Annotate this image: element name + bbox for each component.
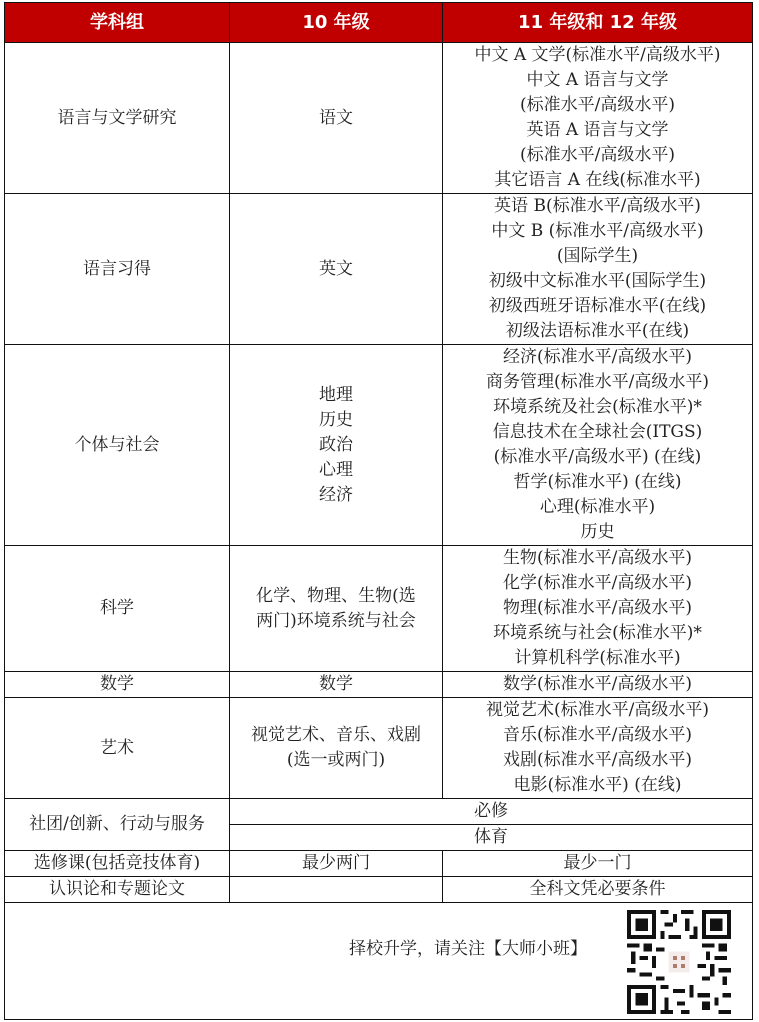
subject-group-cell: 数学 — [5, 672, 230, 698]
course-item: 环境系统及社会(标准水平)* — [493, 397, 702, 417]
footer-cell — [5, 903, 753, 1020]
course-item: 数学(标准水平/高级水平) — [503, 674, 692, 694]
subject-group-cell: 选修课(包括竞技体育) — [5, 851, 230, 877]
subject-group-cell: 认识论和专题论文 — [5, 877, 230, 903]
course-item: 物理(标准水平/高级水平) — [503, 598, 692, 618]
table-row — [5, 194, 753, 345]
course-item: 其它语言 A 在线(标准水平) — [494, 170, 701, 190]
course-item: 信息技术在全球社会(ITGS) — [492, 422, 703, 442]
course-item: 音乐(标准水平/高级水平) — [503, 725, 692, 745]
grade10-item: 数学 — [319, 674, 353, 694]
course-item: 中文 A 语言与文学 — [526, 70, 669, 90]
subject-group-cell: 科学 — [5, 546, 230, 672]
course-item: (国际学生) — [556, 246, 639, 266]
grade10-cell: 最少两门 — [230, 851, 443, 877]
grade10-item: 经济 — [319, 484, 353, 505]
grade10-item: 视觉艺术、音乐、戏剧 — [251, 725, 421, 745]
course-item: 哲学(标准水平) (在线) — [513, 472, 682, 492]
course-item: 中文 B (标准水平/高级水平) — [491, 221, 704, 241]
course-item: 英语 B(标准水平/高级水平) — [494, 196, 701, 216]
grade10-item: 历史 — [319, 409, 353, 430]
grade10-item: (选一或两门) — [286, 750, 386, 770]
course-item: 商务管理(标准水平/高级水平) — [486, 372, 709, 392]
table-row-cas — [5, 799, 753, 825]
course-item: 初级西班牙语标准水平(在线) — [488, 296, 707, 316]
subject-group-cell: 语言与文学研究 — [5, 43, 230, 194]
grade10-cell — [230, 672, 443, 698]
grade11-12-cell — [443, 698, 753, 799]
grade10-item: 化学、物理、生物(选 — [256, 585, 416, 606]
table-row-electives — [5, 851, 753, 877]
subject-group-cell: 艺术 — [5, 698, 230, 799]
grade10-cell — [230, 43, 443, 194]
table-row — [5, 345, 753, 546]
course-item: 初级法语标准水平(在线) — [505, 321, 690, 341]
grade10-cell — [230, 345, 443, 546]
grade11-12-cell — [443, 43, 753, 194]
course-item: (标准水平/高级水平) — [520, 95, 675, 115]
grade10-cell — [230, 546, 443, 672]
table-row — [5, 546, 753, 672]
course-item: 生物(标准水平/高级水平) — [503, 548, 692, 568]
grade11-12-cell: 最少一门 — [443, 851, 753, 877]
promo-text: 择校升学，请关注【大师小班】 — [349, 939, 587, 959]
grade11-12-cell: 全科文凭必要条件 — [443, 877, 753, 903]
course-item: 历史 — [580, 522, 615, 542]
grade10-item: 地理 — [319, 384, 353, 405]
course-item: 戏剧(标准水平/高级水平) — [503, 750, 692, 770]
course-item: 环境系统与社会(标准水平)* — [493, 623, 702, 643]
header-grade-10: 10 年级 — [230, 3, 443, 43]
course-item: 电影(标准水平) (在线) — [513, 775, 682, 795]
grade10-item: 语文 — [319, 107, 353, 128]
grade11-12-cell — [443, 194, 753, 345]
qr-code-icon[interactable] — [627, 910, 731, 1014]
grade10-item: 两门)环境系统与社会 — [256, 610, 416, 631]
grade10-item: 心理 — [319, 459, 353, 480]
course-item: 初级中文标准水平(国际学生) — [488, 271, 707, 291]
header-subject-group: 学科组 — [5, 3, 230, 43]
table-row-tok — [5, 877, 753, 903]
subject-group-cell: 语言习得 — [5, 194, 230, 345]
table-row — [5, 698, 753, 799]
grade10-cell — [230, 194, 443, 345]
grade11-12-cell — [443, 672, 753, 698]
curriculum-table — [4, 2, 753, 1020]
course-item: 心理(标准水平) — [539, 497, 656, 517]
course-item: 英语 A 语言与文学 — [526, 120, 669, 140]
subject-group-cell: 社团/创新、行动与服务 — [5, 799, 230, 851]
pe-cell: 体育 — [230, 825, 753, 851]
grade10-item: 英文 — [319, 258, 353, 279]
table-row — [5, 672, 753, 698]
header-grade-11-12: 11 年级和 12 年级 — [443, 3, 753, 43]
course-item: 化学(标准水平/高级水平) — [503, 573, 692, 593]
grade10-cell — [230, 877, 443, 903]
grade10-cell — [230, 698, 443, 799]
course-item: 中文 A 文学(标准水平/高级水平) — [474, 45, 721, 65]
course-item: 计算机科学(标准水平) — [514, 648, 681, 668]
course-item: 经济(标准水平/高级水平) — [503, 347, 692, 367]
cas-required-cell: 必修 — [230, 799, 753, 825]
subject-group-cell: 个体与社会 — [5, 345, 230, 546]
course-item: (标准水平/高级水平) (在线) — [493, 447, 702, 467]
course-item: 视觉艺术(标准水平/高级水平) — [486, 700, 709, 720]
grade11-12-cell — [443, 345, 753, 546]
grade10-item: 政治 — [319, 434, 353, 455]
footer-row — [5, 903, 753, 1020]
table-header-row — [5, 3, 753, 43]
table-row — [5, 43, 753, 194]
course-item: (标准水平/高级水平) — [520, 145, 675, 165]
grade11-12-cell — [443, 546, 753, 672]
